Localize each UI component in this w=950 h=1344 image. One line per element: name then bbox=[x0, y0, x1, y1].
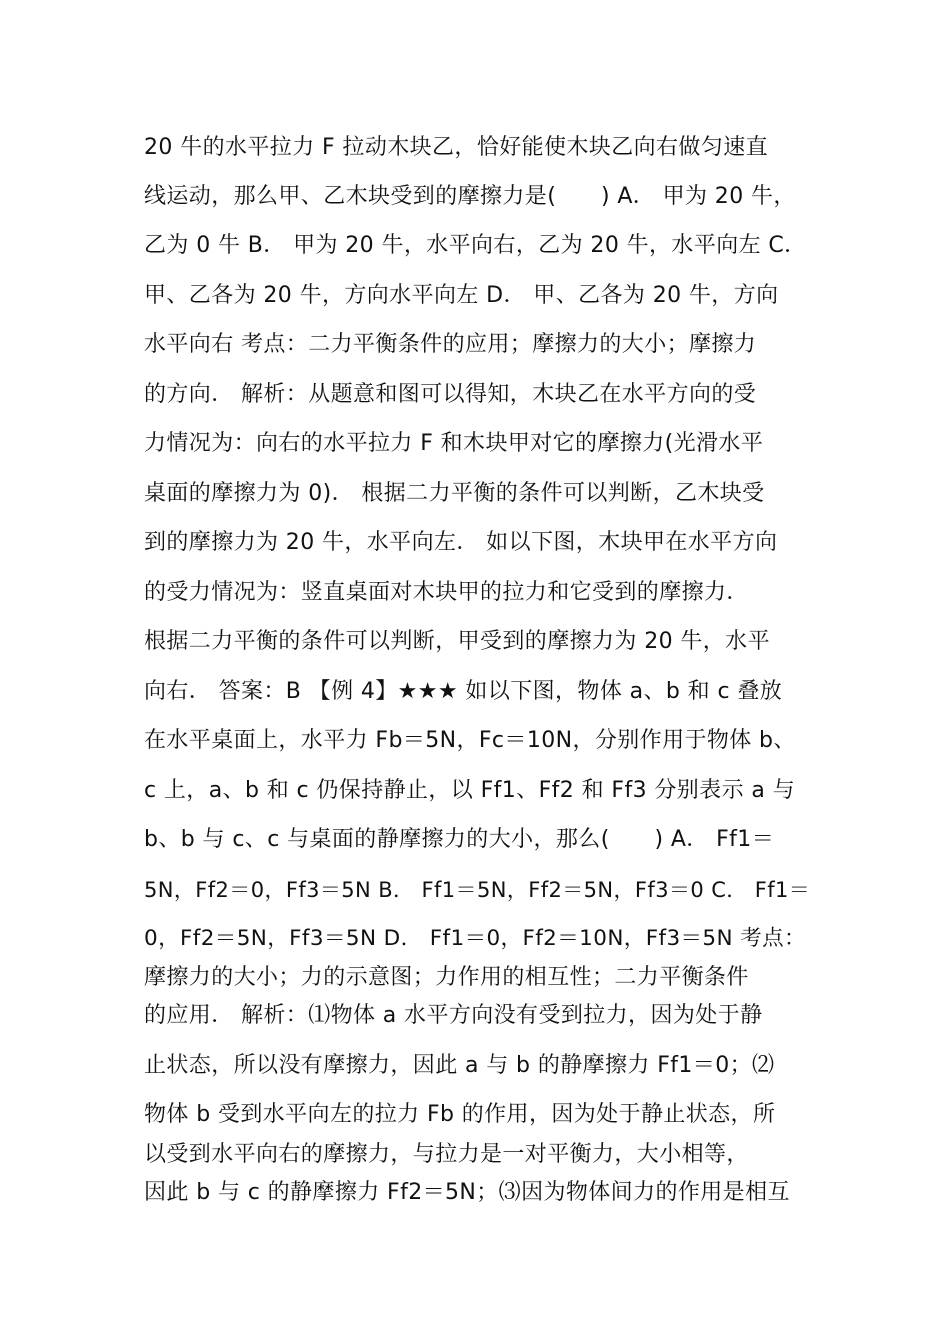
text-line: 水平向右 考点：二力平衡条件的应用；摩擦力的大小；摩擦力 bbox=[144, 332, 757, 357]
text-line: 线运动，那么甲、乙木块受到的摩擦力是( ) A． 甲为 20 牛， bbox=[144, 184, 796, 209]
text-line: c 上，a、b 和 c 仍保持静止，以 Ff1、Ff2 和 Ff3 分别表示 a 与 bbox=[144, 778, 796, 803]
text-line: 的方向． 解析：从题意和图可以得知，木块乙在水平方向的受 bbox=[144, 382, 757, 407]
text-line: 甲、乙各为 20 牛，方向水平向左 D． 甲、乙各为 20 牛，方向 bbox=[144, 283, 779, 308]
text-line: 0，Ff2＝5N，Ff3＝5N D． Ff1＝0，Ff2＝10N，Ff3＝5N 考点： bbox=[144, 926, 806, 951]
text-line: 力情况为：向右的水平拉力 F 和木块甲对它的摩擦力(光滑水平 bbox=[144, 431, 764, 456]
text-line: 物体 b 受到水平向左的拉力 Fb 的作用，因为处于静止状态，所 bbox=[144, 1102, 776, 1127]
text-line: 止状态，所以没有摩擦力，因此 a 与 b 的静摩擦力 Ff1＝0；⑵ bbox=[144, 1053, 775, 1078]
text-line: 5N，Ff2＝0，Ff3＝5N B． Ff1＝5N，Ff2＝5N，Ff3＝0 C． Ff1＝ bbox=[144, 878, 811, 902]
text-line: 20 牛的水平拉力 F 拉动木块乙，恰好能使木块乙向右做匀速直 bbox=[144, 135, 769, 160]
text-line: 桌面的摩擦力为 0)． 根据二力平衡的条件可以判断，乙木块受 bbox=[144, 481, 765, 506]
text-line: 以受到水平向右的摩擦力，与拉力是一对平衡力，大小相等， bbox=[144, 1142, 749, 1167]
text-line: 的受力情况为：竖直桌面对木块甲的拉力和它受到的摩擦力． bbox=[144, 580, 749, 605]
text-line: 向右． 答案：B 【例 4】★★★ 如以下图，物体 a、b 和 c 叠放 bbox=[144, 679, 783, 704]
text-line: 根据二力平衡的条件可以判断，甲受到的摩擦力为 20 牛，水平 bbox=[144, 629, 770, 654]
text-line: b、b 与 c、c 与桌面的静摩擦力的大小，那么( ) A． Ff1＝ bbox=[144, 827, 775, 852]
text-line: 的应用． 解析：⑴物体 a 水平方向没有受到拉力，因为处于静 bbox=[144, 1003, 763, 1028]
text-line: 因此 b 与 c 的静摩擦力 Ff2＝5N；⑶因为物体间力的作用是相互 bbox=[144, 1180, 790, 1205]
text-line: 乙为 0 牛 B． 甲为 20 牛，水平向右，乙为 20 牛，水平向左 C． bbox=[144, 233, 807, 258]
text-line: 摩擦力的大小；力的示意图；力作用的相互性；二力平衡条件 bbox=[144, 965, 749, 990]
text-line: 在水平桌面上，水平力 Fb＝5N，Fc＝10N，分别作用于物体 b、 bbox=[144, 728, 796, 753]
text-line: 到的摩擦力为 20 牛，水平向左． 如以下图，木块甲在水平方向 bbox=[144, 530, 778, 555]
